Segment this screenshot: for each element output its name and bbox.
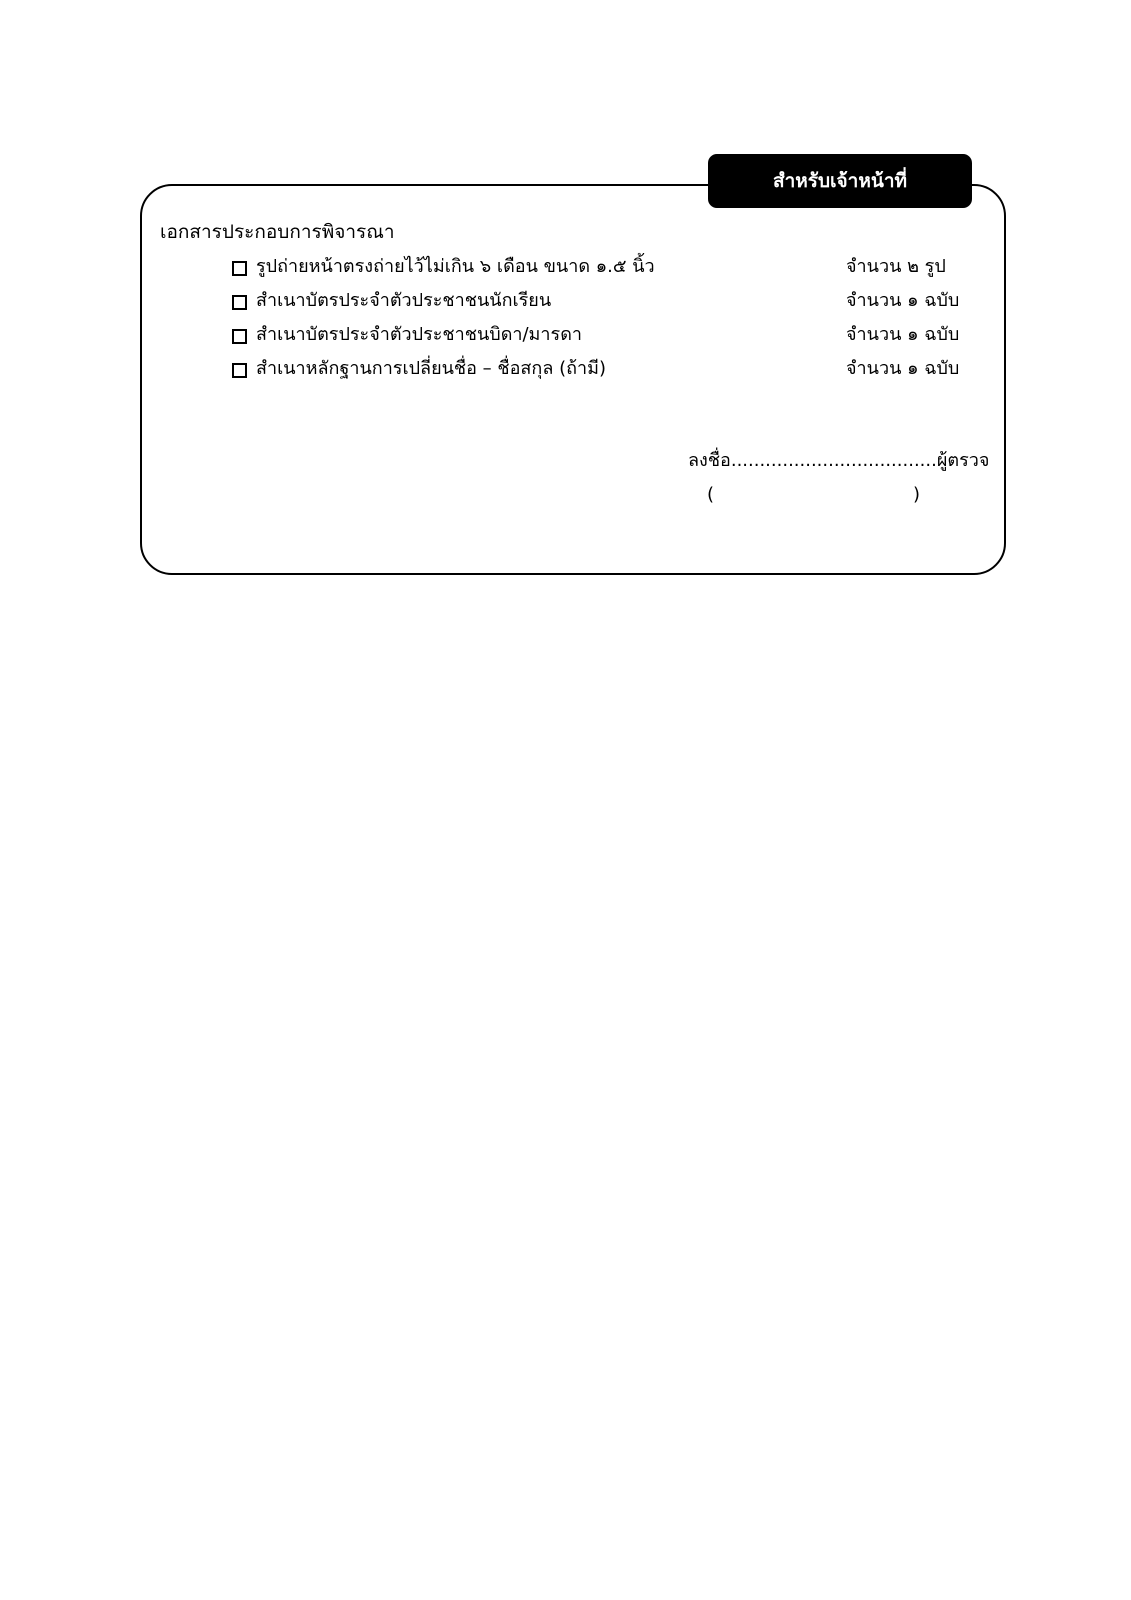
document-quantity: จำนวน ๑ ฉบับ	[846, 290, 960, 311]
document-checklist	[232, 252, 968, 388]
document-item-student-id	[232, 286, 968, 320]
document-label: สำเนาบัตรประจำตัวประชาชนบิดา/มารดา	[256, 324, 582, 345]
officer-section-tab: สำหรับเจ้าหน้าที่	[708, 154, 972, 208]
inspector-signature-line: ลงชื่อ....................................ผู้ตรวจ	[688, 450, 990, 471]
document-quantity: จำนวน ๑ ฉบับ	[846, 324, 960, 345]
document-label: สำเนาหลักฐานการเปลี่ยนชื่อ – ชื่อสกุล (ถ้ามี)	[256, 358, 606, 379]
document-quantity: จำนวน ๑ ฉบับ	[846, 358, 960, 379]
checkbox-photo[interactable]	[232, 261, 247, 276]
document-item-parent-id	[232, 320, 968, 354]
inspector-name-open-paren: (	[707, 484, 715, 505]
document-label: รูปถ่ายหน้าตรงถ่ายไว้ไม่เกิน ๖ เดือน ขนาด ๑.๕ นิ้ว	[256, 256, 655, 277]
inspector-name-close-paren: )	[913, 484, 921, 505]
document-item-photo	[232, 252, 968, 286]
document-label: สำเนาบัตรประจำตัวประชาชนนักเรียน	[256, 290, 552, 311]
documents-heading: เอกสารประกอบการพิจารณา	[160, 221, 395, 243]
document-quantity: จำนวน ๒ รูป	[846, 256, 946, 277]
checkbox-parent-id[interactable]	[232, 329, 247, 344]
checkbox-student-id[interactable]	[232, 295, 247, 310]
document-item-name-change	[232, 354, 968, 388]
checkbox-name-change[interactable]	[232, 363, 247, 378]
